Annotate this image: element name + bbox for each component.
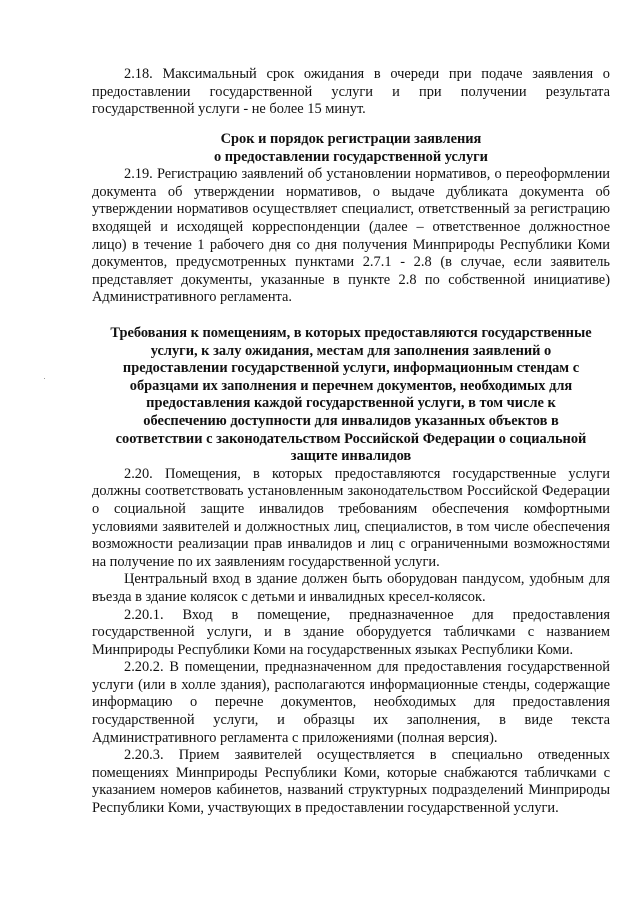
scan-speck	[44, 378, 45, 379]
heading-premises	[92, 325, 610, 466]
heading-premises-line-7: соответствии с законодательством Российской Федерации о социальной	[115, 430, 587, 447]
heading-premises-line-2: услуги, к залу ожидания, местам для заполнения заявлений о	[150, 342, 552, 359]
paragraph-2-18: 2.18. Максимальный срок ожидания в очереди при подаче заявления о предоставлении государственной услуги и при получении результата государственной услуги - не более 15 минут.	[92, 66, 610, 118]
section-2-20	[92, 325, 610, 818]
heading-registration-line-1: Срок и порядок регистрации заявления	[220, 131, 482, 147]
paragraph-2-20: 2.20. Помещения, в которых предоставляются государственные услуги должны соответствовать установленным законодательством Российской Федерации о социальной защите инвалидов требованиям обеспечения комфортными условиями заявителей и должностных лиц, специалистов, в том числе обеспечения возможности реализации прав инвалидов и лиц с ограниченными возможностями на получение по их заявлениям государственной услуги.	[92, 465, 610, 570]
paragraph-2-20-3: 2.20.3. Прием заявителей осуществляется в специально отведенных помещениях Минприроды Республики Коми, которые снабжаются табличками с указанием номеров кабинетов, названий структурных подразделений Минприроды Республики Коми, участвующих в предоставлении государственной услуги.	[92, 747, 610, 817]
heading-premises-line-3: предоставлении государственной услуги, информационным стендам с	[122, 360, 580, 377]
heading-premises-line-1: Требования к помещениям, в которых предоставляются государственные	[110, 325, 592, 341]
section-2-18	[92, 66, 610, 119]
paragraph-entrance: Центральный вход в здание должен быть оборудован пандусом, удобным для въезда в здание колясок с детьми и инвалидных кресел-колясок.	[92, 571, 610, 605]
section-2-19	[92, 131, 610, 307]
heading-premises-line-8: защите инвалидов	[290, 448, 412, 465]
paragraph-2-19: 2.19. Регистрацию заявлений об установлении нормативов, о переоформлении документа об утверждении нормативов, о выдаче дубликата документа об утверждении нормативов осуществляет специалист, ответственный за регистрацию входящей и исходящей корреспонденции (далее – ответственное должностное лицо) в течение 1 рабочего дня со дня получения Минприроды Республики Коми документов, предусмотренных пунктами 2.7.1 - 2.8 (в случае, если заявитель представляет документы, указанные в пункте 2.8 по собственной инициативе) Административного регламента.	[92, 166, 610, 306]
heading-registration	[92, 131, 610, 166]
heading-registration-line-2: о предоставлении государственной услуги	[214, 148, 488, 165]
heading-premises-line-4: образцами их заполнения и перечнем документов, необходимых для	[129, 377, 573, 394]
heading-premises-line-6: обеспечению доступности для инвалидов указанных объектов в	[143, 412, 559, 429]
paragraph-2-20-1: 2.20.1. Вход в помещение, предназначенное для предоставления государственной услуги, и в здание оборудуется табличками с названием Минприроды Республики Коми на государственных языках Республики Коми.	[92, 606, 610, 658]
paragraph-2-20-2: 2.20.2. В помещении, предназначенном для предоставления государственной услуги (или в холле здания), располагаются информационные стенды, содержащие информацию о перечне документов, необходимых для предоставления государственной услуги, и образцы их заполнения, в виде текста Административного регламента с приложениями (полная версия).	[92, 659, 610, 746]
heading-premises-line-5: предоставления каждой государственной услуги, в том числе к	[146, 395, 556, 412]
